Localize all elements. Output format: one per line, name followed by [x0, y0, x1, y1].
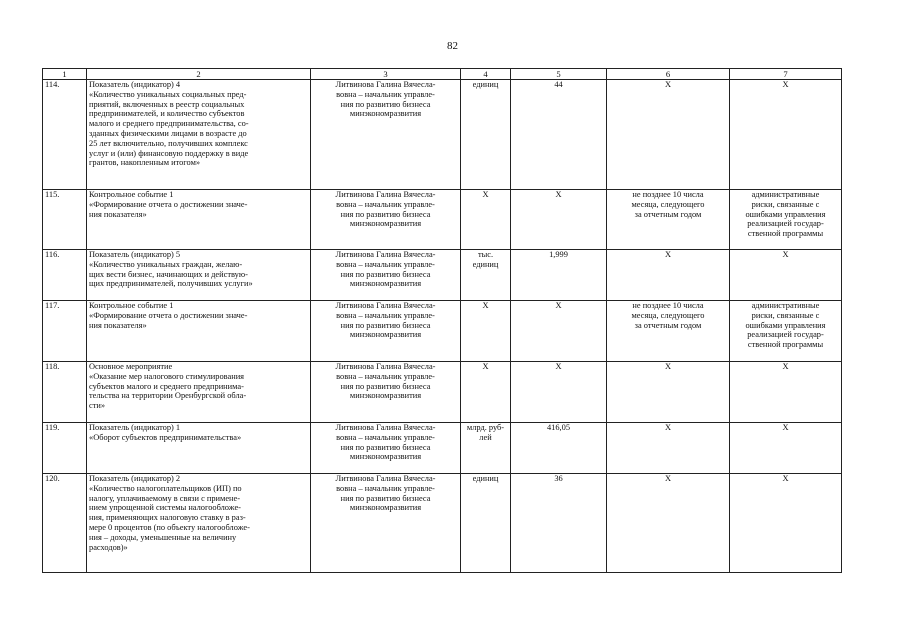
- value-cell: 1,999: [511, 250, 607, 301]
- cell-line: ния по развитию бизнеса: [340, 269, 431, 279]
- table-row: [43, 474, 842, 573]
- cell-line: сти»: [89, 401, 106, 411]
- measure-name-cell: [87, 362, 311, 423]
- cell-line: млрд. руб-: [466, 423, 505, 432]
- cell-line: Основное мероприятие: [89, 362, 173, 371]
- risk-cell: [730, 301, 842, 362]
- unit-cell: [461, 190, 511, 250]
- table-row: [43, 301, 842, 362]
- cell-line: ния показателя»: [89, 320, 147, 330]
- table-row: [43, 190, 842, 250]
- cell-line: «Количество уникальных социальных пред-: [89, 89, 247, 99]
- deadline-cell: [607, 423, 730, 474]
- value-cell: Х: [511, 362, 607, 423]
- cell-line: 25 лет включительно, получивших комплекс: [89, 138, 248, 148]
- cell-line: минэкономразвития: [349, 219, 422, 229]
- cell-line: ошибками управления: [745, 209, 826, 219]
- cell-line: ния, применяющих налоговую ставку в раз-: [89, 513, 246, 523]
- cell-line: Контрольное событие 1: [89, 190, 174, 199]
- cell-line: Х: [782, 474, 789, 483]
- risk-cell: [730, 423, 842, 474]
- cell-line: «Формирование отчета о достижении значе-: [89, 199, 248, 209]
- responsible-cell: [311, 423, 461, 474]
- risk-cell: [730, 80, 842, 190]
- cell-line: малого и среднего предпринимательства, со-: [89, 119, 249, 129]
- cell-line: Показатель (индикатор) 4: [89, 80, 181, 89]
- table-row: [43, 250, 842, 301]
- cell-line: зданных физическими лицами в возрасте до: [89, 128, 247, 138]
- table-row: [43, 423, 842, 474]
- cell-line: риски, связанные с: [751, 310, 820, 320]
- unit-cell: [461, 250, 511, 301]
- deadline-cell: [607, 362, 730, 423]
- cell-line: щих предпринимателей, получивших услуги»: [89, 279, 253, 289]
- cell-line: тыс.: [477, 250, 494, 259]
- cell-line: услуг и (или) финансовую поддержку в виде: [89, 148, 249, 158]
- cell-line: месяца, следующего: [631, 310, 705, 320]
- cell-line: Литвинова Галина Вячесла-: [335, 250, 436, 259]
- table-row: [43, 80, 842, 190]
- cell-line: Х: [782, 362, 789, 371]
- cell-line: Х: [482, 362, 489, 371]
- risk-cell: [730, 362, 842, 423]
- cell-line: Х: [482, 190, 489, 199]
- cell-line: Х: [482, 301, 489, 310]
- cell-line: Х: [782, 80, 789, 89]
- cell-line: за отчетным годом: [634, 320, 702, 330]
- cell-line: вовна – начальник управле-: [336, 371, 435, 381]
- cell-line: Х: [664, 362, 672, 371]
- column-header: 6: [607, 69, 730, 80]
- value-cell: 416,05: [511, 423, 607, 474]
- responsible-cell: [311, 80, 461, 190]
- cell-line: ния по развитию бизнеса: [340, 381, 431, 391]
- cell-line: «Количество налогоплательщиков (ИП) по: [89, 483, 242, 493]
- cell-line: лей: [479, 432, 492, 442]
- unit-cell: [461, 423, 511, 474]
- cell-line: вовна – начальник управле-: [336, 432, 435, 442]
- cell-line: вовна – начальник управле-: [336, 310, 435, 320]
- cell-line: «Оборот субъектов предпринимательства»: [89, 432, 242, 442]
- cell-line: ошибками управления: [745, 320, 826, 330]
- responsible-cell: [311, 362, 461, 423]
- deadline-cell: [607, 80, 730, 190]
- cell-line: вовна – начальник управле-: [336, 89, 435, 99]
- cell-line: ственной программы: [747, 340, 824, 350]
- cell-line: Показатель (индикатор) 1: [89, 423, 181, 432]
- measure-name-cell: [87, 474, 311, 573]
- cell-line: ния по развитию бизнеса: [340, 209, 431, 219]
- cell-line: грантов, накопленным итогом»: [89, 158, 201, 168]
- cell-line: «Оказание мер налогового стимулирования: [89, 371, 245, 381]
- value-cell: Х: [511, 190, 607, 250]
- cell-line: Литвинова Галина Вячесла-: [335, 301, 436, 310]
- cell-line: единиц: [472, 474, 499, 483]
- cell-line: расходов)»: [89, 542, 128, 552]
- row-number-cell: 117.: [43, 301, 87, 362]
- cell-line: месяца, следующего: [631, 199, 705, 209]
- cell-line: Х: [664, 80, 672, 89]
- cell-line: приятий, включенных в реестр социальных: [89, 99, 245, 109]
- deadline-cell: [607, 474, 730, 573]
- cell-line: Х: [782, 250, 789, 259]
- cell-line: Показатель (индикатор) 2: [89, 474, 181, 483]
- column-header: 1: [43, 69, 87, 80]
- cell-line: минэкономразвития: [349, 452, 422, 462]
- cell-line: субъектов малого и среднего предпринима-: [89, 381, 244, 391]
- column-header: 4: [461, 69, 511, 80]
- cell-line: минэкономразвития: [349, 503, 422, 513]
- value-cell: Х: [511, 301, 607, 362]
- unit-cell: [461, 474, 511, 573]
- value-cell: 44: [511, 80, 607, 190]
- cell-line: единиц: [472, 80, 499, 89]
- column-header: 2: [87, 69, 311, 80]
- cell-line: налогу, уплачиваемому в связи с примене-: [89, 493, 241, 503]
- cell-line: ния по развитию бизнеса: [340, 442, 431, 452]
- cell-line: административные: [751, 301, 820, 310]
- cell-line: реализацией государ-: [747, 219, 824, 229]
- cell-line: минэкономразвития: [349, 391, 422, 401]
- cell-line: ния по развитию бизнеса: [340, 99, 431, 109]
- row-number-cell: 114.: [43, 80, 87, 190]
- cell-line: Показатель (индикатор) 5: [89, 250, 181, 259]
- page-number: 82: [447, 40, 458, 52]
- measure-name-cell: [87, 80, 311, 190]
- measure-name-cell: [87, 423, 311, 474]
- cell-line: за отчетным годом: [634, 209, 702, 219]
- unit-cell: [461, 362, 511, 423]
- cell-line: щих вести бизнес, начинающих и действую-: [89, 269, 248, 279]
- deadline-cell: [607, 190, 730, 250]
- cell-line: ственной программы: [747, 229, 824, 239]
- deadline-cell: [607, 250, 730, 301]
- cell-line: «Количество уникальных граждан, желаю-: [89, 259, 243, 269]
- cell-line: Литвинова Галина Вячесла-: [335, 474, 436, 483]
- row-number-cell: 118.: [43, 362, 87, 423]
- deadline-cell: [607, 301, 730, 362]
- cell-line: Литвинова Галина Вячесла-: [335, 423, 436, 432]
- cell-line: Контрольное событие 1: [89, 301, 174, 310]
- cell-line: минэкономразвития: [349, 279, 422, 289]
- cell-line: предпринимателей, и количество субъектов: [89, 109, 245, 119]
- cell-line: Х: [664, 474, 672, 483]
- measure-name-cell: [87, 190, 311, 250]
- cell-line: Х: [664, 250, 672, 259]
- cell-line: нием упрощенной системы налогообложе-: [89, 503, 241, 513]
- table-row: [43, 362, 842, 423]
- table-body: [43, 69, 842, 573]
- risk-cell: [730, 474, 842, 573]
- cell-line: единиц: [472, 259, 499, 269]
- cell-line: ния показателя»: [89, 209, 147, 219]
- risk-cell: [730, 190, 842, 250]
- cell-line: Х: [782, 423, 789, 432]
- cell-line: риски, связанные с: [751, 199, 820, 209]
- responsible-cell: [311, 301, 461, 362]
- cell-line: реализацией государ-: [747, 330, 824, 340]
- cell-line: ния по развитию бизнеса: [340, 320, 431, 330]
- responsible-cell: [311, 474, 461, 573]
- cell-line: ния по развитию бизнеса: [340, 493, 431, 503]
- row-number-cell: 115.: [43, 190, 87, 250]
- column-header: 7: [730, 69, 842, 80]
- unit-cell: [461, 80, 511, 190]
- program-table: [42, 68, 842, 573]
- responsible-cell: [311, 190, 461, 250]
- cell-line: «Формирование отчета о достижении значе-: [89, 310, 248, 320]
- value-cell: 36: [511, 474, 607, 573]
- cell-line: тельства на территории Оренбургской обла-: [89, 391, 247, 401]
- measure-name-cell: [87, 250, 311, 301]
- cell-line: вовна – начальник управле-: [336, 483, 435, 493]
- cell-line: ния – доходы, уменьшенные на величину: [89, 532, 237, 542]
- row-number-cell: 119.: [43, 423, 87, 474]
- column-header: 5: [511, 69, 607, 80]
- row-number-cell: 120.: [43, 474, 87, 573]
- cell-line: не позднее 10 числа: [632, 301, 704, 310]
- column-header: 3: [311, 69, 461, 80]
- unit-cell: [461, 301, 511, 362]
- cell-line: минэкономразвития: [349, 330, 422, 340]
- column-number-row: [43, 69, 842, 80]
- cell-line: Литвинова Галина Вячесла-: [335, 362, 436, 371]
- cell-line: Х: [664, 423, 672, 432]
- cell-line: вовна – начальник управле-: [336, 199, 435, 209]
- cell-line: административные: [751, 190, 820, 199]
- row-number-cell: 116.: [43, 250, 87, 301]
- measure-name-cell: [87, 301, 311, 362]
- cell-line: мере 0 процентов (по объекту налогообложе-: [89, 522, 250, 532]
- risk-cell: [730, 250, 842, 301]
- responsible-cell: [311, 250, 461, 301]
- cell-line: Литвинова Галина Вячесла-: [335, 80, 436, 89]
- cell-line: не позднее 10 числа: [632, 190, 704, 199]
- cell-line: вовна – начальник управле-: [336, 259, 435, 269]
- cell-line: минэкономразвития: [349, 109, 422, 119]
- cell-line: Литвинова Галина Вячесла-: [335, 190, 436, 199]
